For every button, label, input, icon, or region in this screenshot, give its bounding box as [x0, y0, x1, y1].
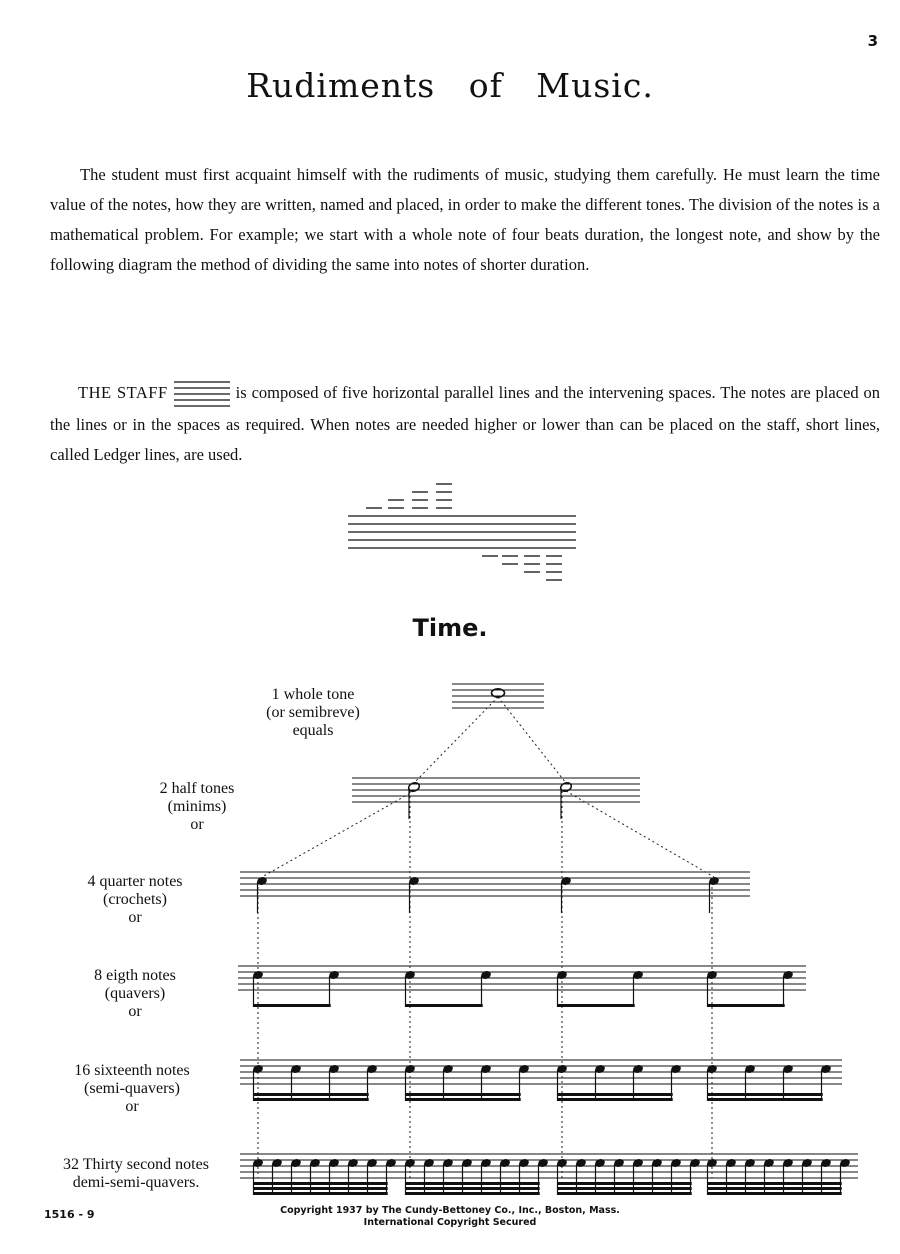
note-beam [558, 1192, 692, 1195]
row-label-half: 2 half tones (minims) or [159, 780, 235, 833]
note-beam [406, 1187, 540, 1190]
note-beam [406, 1192, 540, 1195]
time-heading: Time. [412, 614, 488, 642]
note-beam [254, 1098, 369, 1101]
note-beam [254, 1192, 388, 1195]
division-connector [262, 791, 414, 877]
note-beam [254, 1187, 388, 1190]
ledger-lines-figure [340, 478, 580, 592]
note-beam [254, 1093, 369, 1096]
row-label-whole: 1 whole tone (or semibreve) equals [266, 686, 360, 739]
inline-staff-icon [174, 378, 230, 410]
copyright-notice [0, 1205, 900, 1229]
staff-heading: THE STAFF [78, 383, 168, 402]
note-beam [406, 1098, 521, 1101]
ledger-lines-above [366, 484, 452, 508]
note-beam [558, 1182, 692, 1185]
copyright-line-1: Copyright 1937 by The Cundy-Bettoney Co., Inc., Boston, Mass. [280, 1205, 620, 1216]
ledger-lines-below [482, 556, 562, 580]
note-beam [708, 1093, 823, 1096]
note-beam [254, 1004, 331, 1007]
intro-paragraph [50, 160, 880, 280]
note-beam [708, 1098, 823, 1101]
note-beam [558, 1098, 673, 1101]
division-connector [566, 791, 714, 877]
row-label-sixteenth: 16 sixteenth notes (semi-quavers) or [74, 1062, 190, 1115]
row-label-quarter: 4 quarter notes (crochets) or [87, 873, 183, 926]
note-beam [406, 1093, 521, 1096]
page-number: 3 [867, 32, 878, 50]
intro-text: The student must first acquaint himself with the rudiments of music, studying them carefully. He must learn the time value of the notes, how they are written, named and placed, in order to make the different tones. The division of the notes is a mathematical problem. For example; we start with a whole note of four beats duration, the longest note, and show by the following diagram the method of dividing the same into notes of shorter duration. [50, 165, 880, 274]
page-title: Rudiments of Music. [246, 66, 654, 105]
note-beam [708, 1187, 842, 1190]
footer-code: 1516 - 9 [44, 1208, 95, 1221]
note-beam [558, 1093, 673, 1096]
copyright-line-2: International Copyright Secured [363, 1217, 537, 1228]
note-beam [708, 1182, 842, 1185]
staff-lines [348, 516, 576, 548]
note-beam [254, 1182, 388, 1185]
row-label-thirty-second: 32 Thirty second notes demi-semi-quavers. [63, 1156, 209, 1191]
staff-paragraph [50, 378, 880, 470]
note-beam [708, 1004, 785, 1007]
division-connector [498, 697, 566, 783]
note-beam [708, 1192, 842, 1195]
note-beam [406, 1182, 540, 1185]
note-beam [406, 1004, 483, 1007]
division-connector [414, 697, 498, 783]
note-division-diagram [0, 660, 900, 1210]
note-beam [558, 1187, 692, 1190]
staff-text: is composed of five horizontal parallel lines and the intervening spaces. The notes are placed on the lines or in the spaces as required. When notes are needed higher or lower than can be placed on the staff, short lines, called Ledger lines, are used. [50, 383, 880, 465]
row-label-eighth: 8 eigth notes (quavers) or [94, 967, 176, 1020]
note-beam [558, 1004, 635, 1007]
